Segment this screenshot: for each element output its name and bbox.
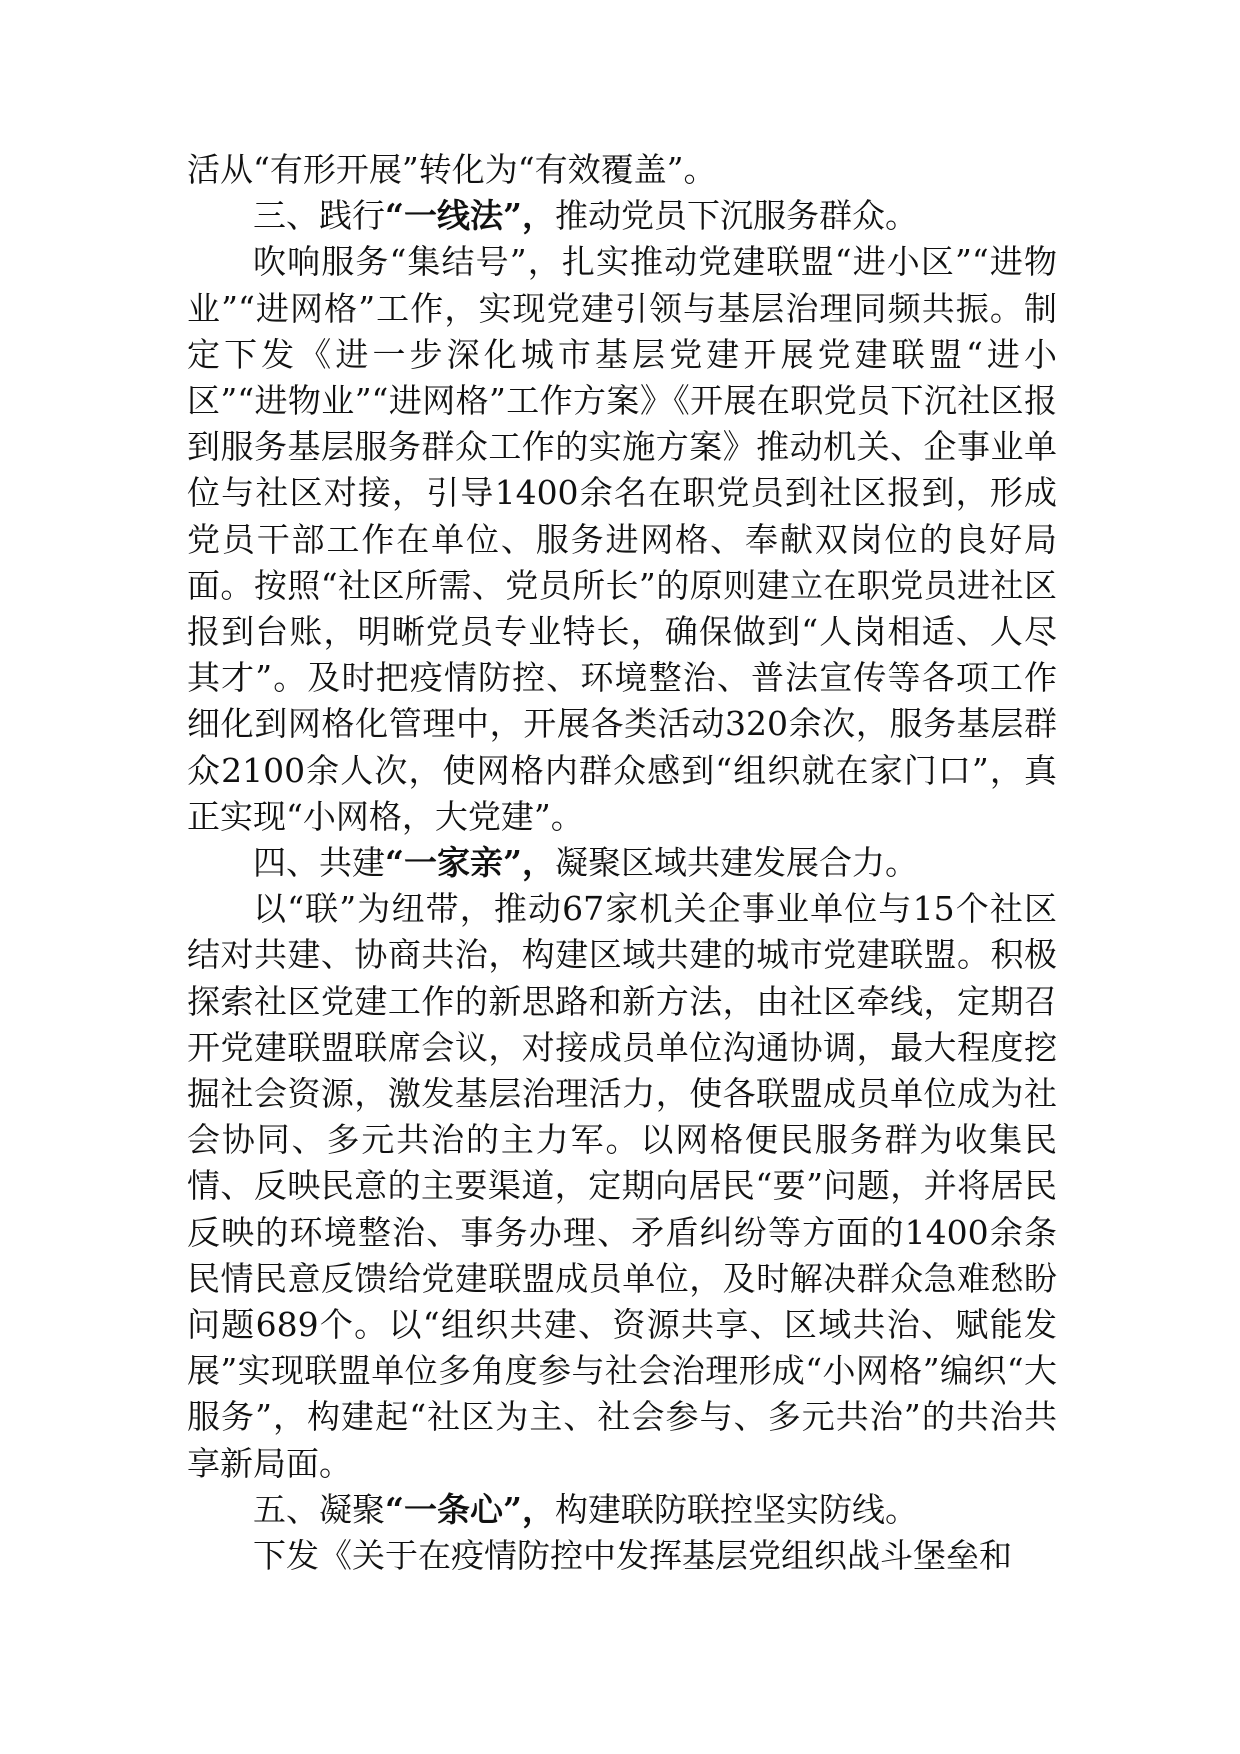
document-body (187, 147, 1057, 1579)
heading-lead: 五、凝聚 (253, 1489, 385, 1529)
heading-rest: 推动党员下沉服务群众。 (554, 196, 918, 236)
heading-keyword: “一线法”， (385, 196, 555, 236)
paragraph-continuation: 活从“有形开展”转化为“有效覆盖”。 (187, 150, 717, 189)
heading-keyword: “一条心”， (385, 1489, 555, 1529)
section-heading-5 (187, 1487, 1057, 1533)
paragraph-section-3: 吹响服务“集结号”，扎实推动党建联盟“进小区”“进物业”“进网格”工作，实现党建引领与基层治理同频共振。制定下发《进一步深化城市基层党建开展党建联盟“进小区”“进物业”“进网格”工作方案》《开展在职党员下沉社区报到服务基层服务群众工作的实施方案》推动机关、企事业单位与社区对接，引导1400余名在职党员到社区报到，形成党员干部工作在单位、服务进网格、奉献双岗位的良好局面。按照“社区所需、党员所长”的原则建立在职党员进社区报到台账，明晰党员专业特长，确保做到“人岗相适、人尽其才”。及时把疫情防控、环境整治、普法宣传等各项工作细化到网格化管理中，开展各类活动320余次，服务基层群众2100余人次，使网格内群众感到“组织就在家门口”，真正实现“小网格，大党建”。 (187, 242, 1057, 836)
heading-rest: 凝聚区域共建发展合力。 (554, 843, 918, 883)
heading-rest: 构建联防联控坚实防线。 (554, 1489, 918, 1529)
heading-keyword: “一家亲”， (385, 843, 555, 883)
section-heading-4 (187, 840, 1057, 886)
section-heading-3 (187, 193, 1057, 239)
heading-lead: 四、共建 (253, 843, 385, 883)
paragraph-section-4: 以“联”为纽带，推动67家机关企事业单位与15个社区结对共建、协商共治，构建区域共建的城市党建联盟。积极探索社区党建工作的新思路和新方法，由社区牵线，定期召开党建联盟联席会议，对接成员单位沟通协调，最大程度挖掘社会资源，激发基层治理活力，使各联盟成员单位成为社会协同、多元共治的主力军。以网格便民服务群为收集民情、反映民意的主要渠道，定期向居民“要”问题，并将居民反映的环境整治、事务办理、矛盾纠纷等方面的1400余条民情民意反馈给党建联盟成员单位，及时解决群众急难愁盼问题689个。以“组织共建、资源共享、区域共治、赋能发展”实现联盟单位多角度参与社会治理形成“小网格”编织“大服务”，构建起“社区为主、社会参与、多元共治”的共治共享新局面。 (187, 889, 1057, 1483)
paragraph-section-5: 下发《关于在疫情防控中发挥基层党组织战斗堡垒和 (253, 1536, 1012, 1576)
heading-lead: 三、践行 (253, 196, 385, 236)
